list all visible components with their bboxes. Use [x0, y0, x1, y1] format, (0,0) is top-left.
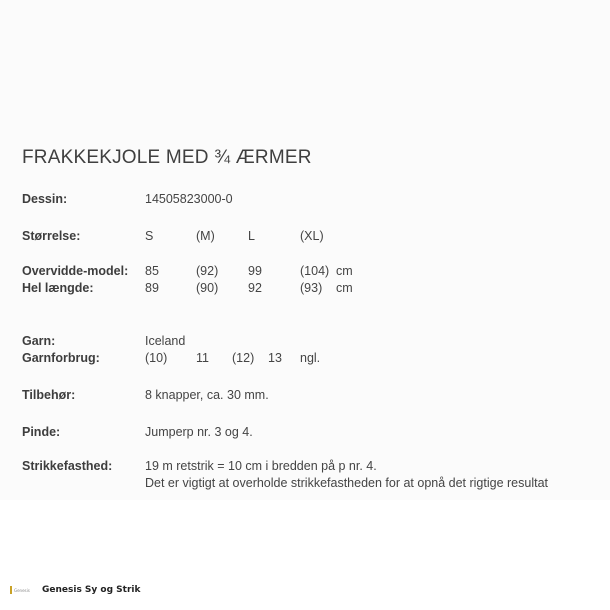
bust-value: 85 — [145, 264, 159, 278]
length-value: (90) — [196, 281, 219, 295]
dessin-label: Dessin: — [22, 192, 68, 206]
yarn-usage-unit: ngl. — [300, 351, 321, 365]
yarn-usage-value: 11 — [196, 351, 209, 365]
brand-logo-text: Genesis — [14, 587, 30, 593]
yarn-usage-value: 13 — [268, 351, 282, 365]
yarn-usage-value: (12) — [232, 351, 255, 365]
bust-value: 99 — [248, 264, 262, 278]
needles-label: Pinde: — [22, 425, 61, 439]
accessories-value: 8 knapper, ca. 30 mm. — [145, 388, 269, 402]
bust-value: (92) — [196, 264, 219, 278]
needles-value: Jumperp nr. 3 og 4. — [145, 425, 253, 439]
length-value: 92 — [248, 281, 262, 295]
length-label: Hel længde: — [22, 281, 94, 295]
yarn-usage-label: Garnforbrug: — [22, 351, 100, 365]
yarn-value: Iceland — [145, 334, 186, 348]
accessories-label: Tilbehør: — [22, 388, 76, 402]
length-value: (93) — [300, 281, 323, 295]
footer — [10, 585, 140, 595]
bust-value: (104) — [300, 264, 330, 278]
gauge-label: Strikkefasthed: — [22, 459, 113, 473]
size-value: L — [248, 229, 255, 243]
size-value: S — [145, 229, 154, 243]
bust-label: Overvidde-model: — [22, 264, 129, 278]
size-value: (XL) — [300, 229, 324, 243]
size-label: Størrelse: — [22, 229, 81, 243]
gauge-line-2: Det er vigtigt at overholde strikkefastheden for at opnå det rigtige resultat — [145, 476, 549, 490]
dessin-value: 14505823000-0 — [145, 192, 233, 206]
length-unit: cm — [336, 281, 353, 295]
shop-name[interactable]: Genesis Sy og Strik — [42, 585, 141, 595]
size-value: (M) — [196, 229, 215, 243]
yarn-label: Garn: — [22, 334, 56, 348]
pattern-title: FRAKKEKJOLE MED ¾ ÆRMER — [22, 147, 312, 168]
length-value: 89 — [145, 281, 159, 295]
bust-unit: cm — [336, 264, 353, 278]
gauge-line-1: 19 m retstrik = 10 cm i bredden på p nr. 4. — [145, 459, 377, 473]
brand-logo[interactable] — [10, 586, 36, 594]
yarn-usage-value: (10) — [145, 351, 168, 365]
